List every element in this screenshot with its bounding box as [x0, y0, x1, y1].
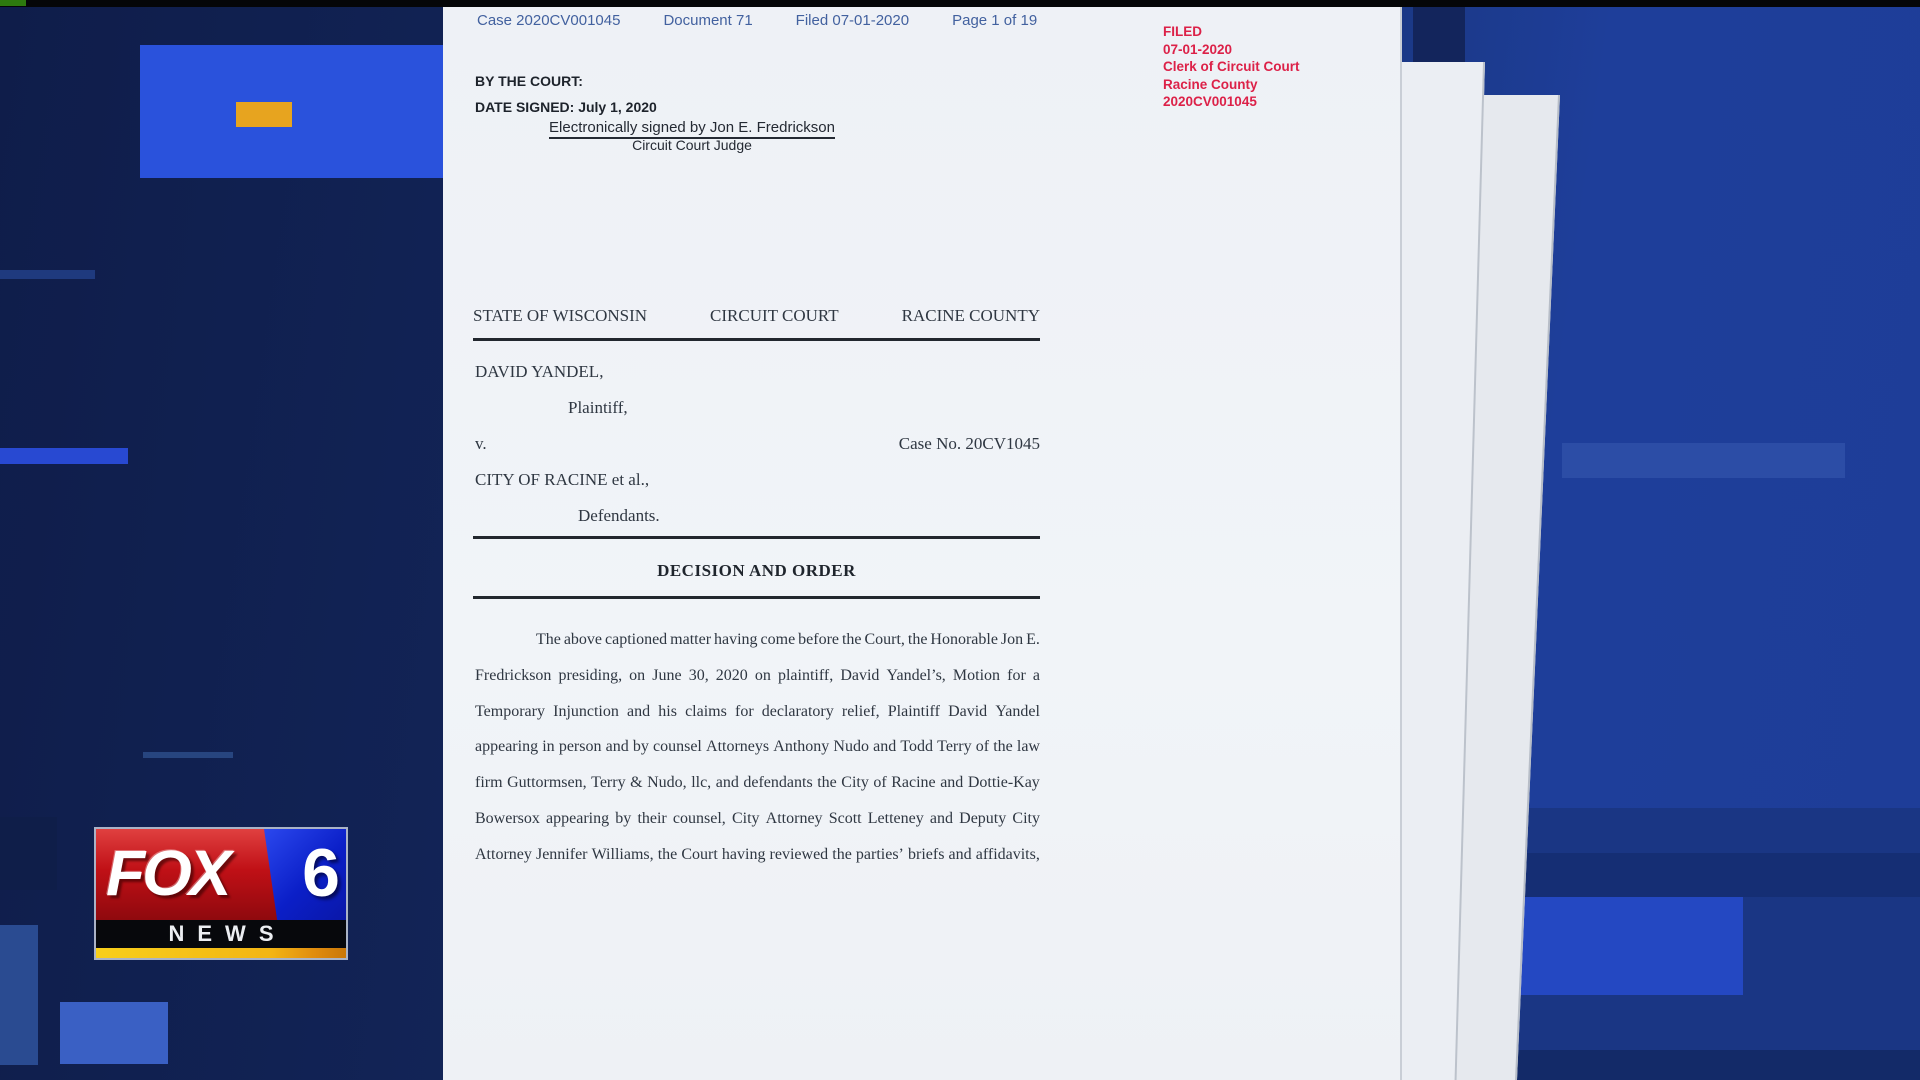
background-left-blue-bar — [0, 448, 128, 464]
ecf-document-number: Document 71 — [663, 12, 753, 29]
body-line: appearing in person and by counsel Attorneys Anthony Nudo and Todd Terry of the law — [475, 738, 1040, 756]
fox-wordmark: FOX — [106, 837, 229, 909]
ecf-case-number: Case 2020CV001045 — [477, 12, 621, 29]
fox6-logo-top-box — [96, 829, 346, 920]
signature-title: Circuit Court Judge — [632, 137, 752, 153]
fox6-logo-yellow-bar — [96, 948, 346, 958]
versus-row — [475, 434, 1040, 454]
background-top-right-dark-rect — [1413, 7, 1465, 64]
by-the-court-label: BY THE COURT: — [475, 73, 583, 89]
background-blue-panel — [140, 45, 445, 178]
caption-divider-line — [473, 338, 1040, 341]
versus-label: v. — [475, 434, 487, 453]
filed-stamp — [1163, 23, 1300, 111]
background-right-band-1 — [1517, 808, 1920, 853]
case-number: Case No. 20CV1045 — [898, 434, 1040, 453]
ecf-header — [477, 12, 1037, 29]
court-caption-row — [473, 306, 1040, 326]
caption-county: RACINE COUNTY — [901, 306, 1040, 325]
background-left-faint-bar-2 — [143, 752, 233, 758]
body-line: Attorney Jennifer Williams, the Court having reviewed the parties’ briefs and affidavits, — [475, 845, 1040, 863]
court-document-page — [443, 7, 1402, 1080]
body-line: Temporary Injunction and his claims for declaratory relief, Plaintiff David Yandel — [475, 702, 1040, 720]
defendant-role: Defendants. — [578, 506, 660, 525]
date-signed-label: DATE SIGNED: July 1, 2020 — [475, 99, 657, 115]
fox6-news-wordmark: NEWS — [96, 920, 346, 948]
ecf-page-count: Page 1 of 19 — [952, 12, 1038, 29]
top-letterbox-strip — [0, 0, 1920, 7]
title-divider-top — [473, 536, 1040, 539]
caption-state: STATE OF WISCONSIN — [473, 306, 648, 325]
background-right-band-4 — [1517, 995, 1920, 1050]
ecf-filed-date: Filed 07-01-2020 — [795, 12, 910, 29]
filed-stamp-line: 2020CV001045 — [1163, 94, 1257, 109]
filed-stamp-line: Racine County — [1163, 76, 1258, 92]
background-bottom-left-rect — [60, 1002, 168, 1064]
fox6-channel-number: 6 — [302, 835, 340, 911]
electronic-signature: Electronically signed by Jon E. Fredrickson — [549, 119, 835, 139]
top-green-artifact — [0, 0, 26, 6]
background-bottom-left-square — [0, 925, 38, 1065]
background-left-faint-bar — [0, 270, 95, 279]
background-right-band-2 — [1517, 853, 1920, 897]
caption-court: CIRCUIT COURT — [710, 306, 839, 325]
body-line: Fredrickson presiding, on June 30, 2020 on plaintiff, David Yandel’s, Motion for a — [475, 666, 1040, 684]
title-divider-bottom — [473, 596, 1040, 599]
background-bottom-left-dark-square — [0, 817, 57, 890]
body-line: Bowersox appearing by their counsel, City Attorney Scott Letteney and Deputy City — [475, 809, 1040, 827]
background-right-light-bar — [1562, 443, 1845, 478]
decision-body-paragraph — [475, 631, 1040, 882]
defendant-name: CITY OF RACINE et al., — [475, 470, 650, 489]
fox6-news-logo — [96, 829, 346, 958]
background-right-band-5 — [1517, 1050, 1920, 1080]
signature-block — [443, 119, 941, 153]
background-right-band-3 — [1743, 897, 1920, 995]
plaintiff-name: DAVID YANDEL, — [475, 362, 604, 381]
background-right-bright-rect — [1517, 897, 1743, 995]
filed-stamp-line: Clerk of Circuit Court — [1163, 59, 1300, 74]
document-title: DECISION AND ORDER — [657, 561, 856, 580]
filed-stamp-line: 07-01-2020 — [1163, 41, 1233, 57]
background-gold-bar — [236, 102, 292, 127]
filed-stamp-line: FILED — [1163, 24, 1202, 39]
body-line: The above captioned matter having come before the Court, the Honorable Jon E. — [535, 631, 1040, 648]
body-line: firm Guttormsen, Terry & Nudo, llc, and defendants the City of Racine and Dottie-Kay — [475, 774, 1040, 792]
plaintiff-role: Plaintiff, — [568, 398, 628, 417]
